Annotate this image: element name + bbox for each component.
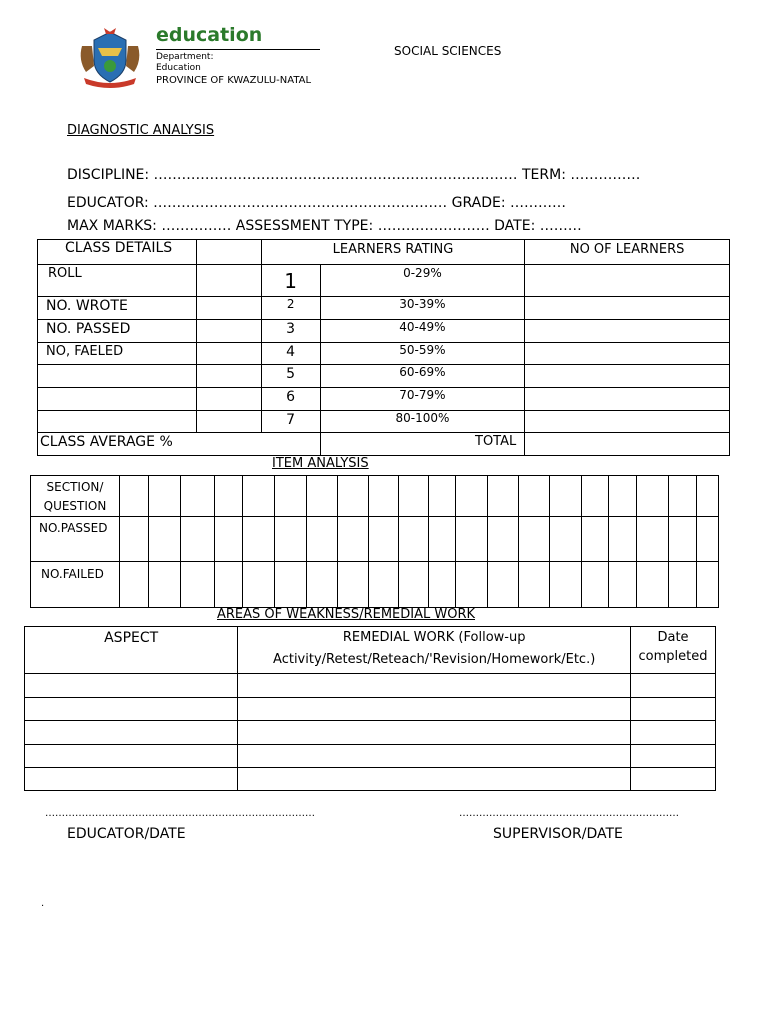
no-failed-row xyxy=(31,562,719,608)
logo-rule xyxy=(156,49,320,50)
no-of-learners-header: NO OF LEARNERS xyxy=(525,240,730,265)
subject-label: SOCIAL SCIENCES xyxy=(394,44,502,58)
table-row xyxy=(25,745,716,768)
table-row xyxy=(38,388,730,411)
section-question-label: SECTION/ QUESTION xyxy=(31,476,120,517)
rating-range: 60-69% xyxy=(320,365,525,388)
remedial-work-table xyxy=(24,626,716,791)
level-number: 4 xyxy=(261,343,320,365)
row-label xyxy=(38,411,197,433)
table-row xyxy=(38,265,730,297)
rating-range: 30-39% xyxy=(320,297,525,320)
remedial-header-row xyxy=(25,627,716,674)
class-details-header: CLASS DETAILS xyxy=(38,240,197,265)
rating-range: 50-59% xyxy=(320,343,525,365)
row-label: NO. PASSED xyxy=(38,320,197,343)
table-row xyxy=(25,698,716,721)
level-number: 7 xyxy=(261,411,320,433)
logo-word: education xyxy=(156,24,263,46)
row-label xyxy=(38,388,197,411)
educator-date-label: EDUCATOR/DATE xyxy=(67,826,186,842)
table-row xyxy=(25,768,716,791)
table-row xyxy=(38,411,730,433)
logo-line-3: PROVINCE OF KWAZULU-NATAL xyxy=(156,75,312,86)
educator-signature-line: ……………………………………………………………………… xyxy=(45,808,315,819)
learners-rating-header: LEARNERS RATING xyxy=(261,240,525,265)
coat-of-arms-icon xyxy=(74,26,146,88)
aspect-header: ASPECT xyxy=(25,627,238,674)
footer-mark: . xyxy=(41,898,45,909)
table-row xyxy=(25,721,716,745)
logo-line-1: Department: xyxy=(156,52,214,62)
item-analysis-title: ITEM ANALYSIS xyxy=(272,456,369,471)
logo-line-2: Education xyxy=(156,63,201,73)
table-row xyxy=(38,320,730,343)
no-passed-row xyxy=(31,517,719,562)
no-failed-label: NO.FAILED xyxy=(31,562,120,608)
educator-field: EDUCATOR: ……………………………………………………… GRADE: ………… xyxy=(67,195,567,211)
item-analysis-table xyxy=(30,475,719,608)
level-number: 2 xyxy=(261,297,320,320)
rating-range: 0-29% xyxy=(320,265,525,297)
weakness-title: AREAS OF WEAKNESS/REMEDIAL WORK xyxy=(217,607,476,622)
supervisor-date-label: SUPERVISOR/DATE xyxy=(493,826,623,842)
rating-range: 80-100% xyxy=(320,411,525,433)
level-number: 5 xyxy=(261,365,320,388)
table-row xyxy=(38,343,730,365)
level-number: 6 xyxy=(261,388,320,411)
table-row xyxy=(38,433,730,456)
no-passed-label: NO.PASSED xyxy=(31,517,120,562)
rating-range: 40-49% xyxy=(320,320,525,343)
discipline-field: DISCIPLINE: …………………………………………………………………… TERM: …………… xyxy=(67,167,641,183)
class-average-label: CLASS AVERAGE % xyxy=(38,433,321,456)
supervisor-signature-line: ………………………………………………………… xyxy=(459,808,679,819)
department-logo xyxy=(74,26,344,90)
row-label: NO, FAELED xyxy=(38,343,197,365)
table-header-row xyxy=(38,240,730,265)
date-completed-header: Date completed xyxy=(631,627,716,674)
table-row xyxy=(25,674,716,698)
row-label: NO. WROTE xyxy=(38,297,197,320)
level-number: 3 xyxy=(261,320,320,343)
row-label: ROLL xyxy=(38,265,197,297)
total-label: TOTAL xyxy=(320,433,525,456)
table-row xyxy=(38,297,730,320)
table-row xyxy=(38,365,730,388)
level-number: 1 xyxy=(261,265,320,297)
page-title: DIAGNOSTIC ANALYSIS xyxy=(67,123,215,138)
row-label xyxy=(38,365,197,388)
max-marks-field: MAX MARKS: …………… ASSESSMENT TYPE: …………………… DATE: ……… xyxy=(67,218,582,234)
remedial-work-header: REMEDIAL WORK (Follow-up Activity/Retest/Reteach/'Revision/Homework/Etc.) xyxy=(238,627,631,674)
section-question-row xyxy=(31,476,719,517)
rating-range: 70-79% xyxy=(320,388,525,411)
class-details-table xyxy=(37,239,730,456)
